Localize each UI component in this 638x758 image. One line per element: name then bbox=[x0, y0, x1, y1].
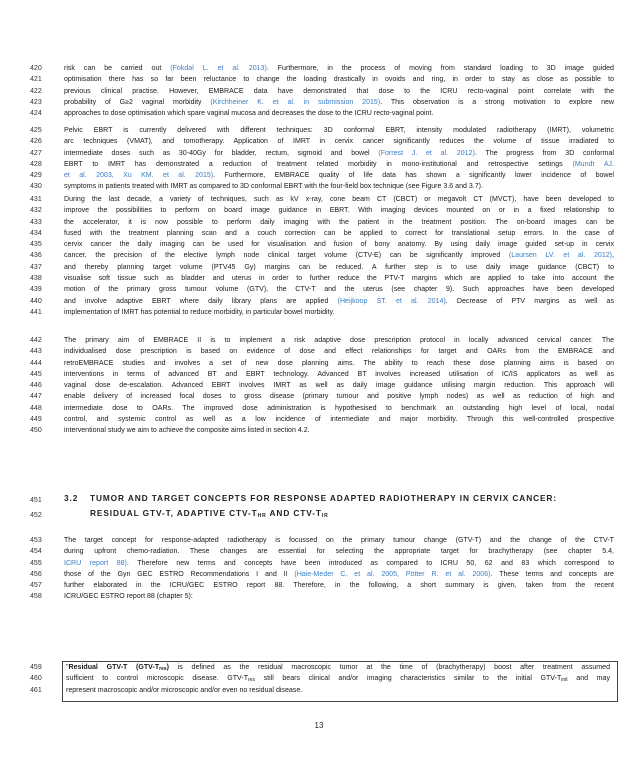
line-text bbox=[64, 335, 614, 346]
text-line bbox=[30, 108, 614, 119]
line-number: 428 bbox=[30, 160, 42, 168]
text-line bbox=[30, 685, 614, 696]
text-line bbox=[30, 136, 614, 147]
text-line bbox=[30, 580, 614, 591]
text-segment: During the last decade, a variety of techniques, such as kV x-ray, cone beam CT (CBCT) or megavolt CT (MVCT), have been developed to bbox=[64, 196, 614, 203]
line-text bbox=[66, 662, 610, 673]
text-line bbox=[30, 358, 614, 369]
line-text bbox=[64, 425, 614, 436]
citation-link[interactable]: ICRU report 88) bbox=[64, 559, 127, 567]
text-segment: and involve adaptive EBRT where daily library plans are applied bbox=[64, 297, 338, 305]
citation-link[interactable]: (Laursen LV. et al. 2012) bbox=[508, 252, 613, 260]
line-text bbox=[64, 535, 614, 546]
line-number: 433 bbox=[30, 218, 42, 226]
text-segment: . This observation is a strong motivation to explore new bbox=[380, 98, 614, 106]
line-number: 426 bbox=[30, 138, 42, 146]
citation-link[interactable]: (Mundt AJ. bbox=[572, 160, 614, 168]
text-segment: individualised dose prescription is based on evidence of dose and effect relationships for target and OARs from the EMBRACE and bbox=[64, 348, 614, 356]
line-number: 424 bbox=[30, 110, 42, 118]
text-line bbox=[30, 673, 614, 684]
line-number: 441 bbox=[30, 308, 42, 316]
text-segment: enable delivery of increased focal doses to gross disease (primary tumour and positive lymph nodes) as well as reduction of high and bbox=[64, 393, 614, 401]
text-line bbox=[30, 181, 614, 192]
line-number: 456 bbox=[30, 570, 42, 578]
text-segment: risk can be carried out bbox=[64, 65, 171, 72]
page-number: 13 bbox=[314, 721, 324, 730]
definition-text bbox=[30, 662, 614, 696]
text-segment: symptoms in patients treated with IMRT as compared to 3D conformal EBRT with the four-field box technique (see Figure 3.6 and 3.7). bbox=[64, 183, 483, 191]
line-text bbox=[64, 284, 614, 295]
text-line bbox=[30, 380, 614, 391]
text-line bbox=[30, 591, 614, 602]
line-text bbox=[64, 181, 614, 192]
text-line bbox=[30, 159, 614, 170]
text-segment: fused with the treatment planning scan and a couch correction can be applied to correct for translational setup errors. In the case of bbox=[64, 229, 614, 237]
text-line bbox=[30, 205, 614, 216]
line-text bbox=[64, 369, 614, 380]
line-text bbox=[64, 86, 614, 97]
text-line bbox=[30, 284, 614, 295]
line-number: 421 bbox=[30, 76, 42, 84]
text-segment: sufficient to control microscopic disease. GTV-T bbox=[66, 675, 249, 683]
heading-sub-hr: HR bbox=[257, 513, 267, 519]
text-segment: represent macroscopic and/or microscopic and/or even no residual disease. bbox=[66, 686, 303, 694]
text-segment: probability of G≥2 vaginal morbidity bbox=[64, 98, 211, 106]
text-segment: intermediate doses such as 30-40Gy for bladder, rectum, sigmoid and bowel bbox=[64, 149, 379, 157]
text-segment: approaches to dose optimisation which spare vaginal mucosa and decreases the dose to the ICRU recto-vaginal point. bbox=[64, 110, 434, 118]
text-segment: implementation of IMRT has potential to reduce morbidity, in particular bowel morbidity. bbox=[64, 308, 335, 316]
line-text bbox=[64, 159, 614, 170]
line-number: 461 bbox=[30, 686, 42, 694]
line-number: 429 bbox=[30, 172, 42, 180]
text-segment: cervix cancer the daily imaging can be used for visualisation and fusion of bony anatomy. By using daily image guided set-up in cervix bbox=[64, 241, 614, 249]
line-number: 452 bbox=[30, 512, 42, 519]
text-line bbox=[30, 97, 614, 108]
line-number: 423 bbox=[30, 98, 42, 106]
text-line bbox=[30, 273, 614, 284]
text-segment: The primary aim of EMBRACE II is to implement a risk adaptive dose prescription protocol in locally advanced cervical cancer. The bbox=[64, 337, 614, 344]
line-text bbox=[64, 558, 614, 569]
paragraph-bt-loading bbox=[30, 63, 614, 119]
line-text bbox=[64, 591, 614, 602]
text-segment: and thereby planning target volume (PTV45 Gy) margins can be reduced. A further step is to use daily image guidance (CBCT) to bbox=[64, 263, 614, 271]
line-text bbox=[64, 250, 614, 261]
line-text bbox=[64, 217, 614, 228]
paragraph-primary-aim bbox=[30, 335, 614, 437]
line-text bbox=[64, 108, 614, 119]
text-line bbox=[30, 403, 614, 414]
text-segment: optimisation there has so far been reluctance to change the loading drastically in ovoids and ring, in order to stay as close as possible to bbox=[64, 76, 614, 84]
line-number: 445 bbox=[30, 370, 42, 378]
line-number: 442 bbox=[30, 337, 42, 344]
line-text bbox=[64, 273, 614, 284]
line-text bbox=[64, 239, 614, 250]
line-text bbox=[66, 685, 610, 696]
text-segment: , bbox=[612, 252, 614, 260]
citation-link[interactable]: et al. 2003, Xu KM. et al. 2015) bbox=[64, 172, 214, 180]
line-number: 459 bbox=[30, 664, 42, 671]
line-number: 451 bbox=[30, 497, 42, 504]
text-segment: improve the possibilities to perform on board image guidance in EBRT. With imaging devices mounted on or in a fixed relationship to bbox=[64, 207, 614, 215]
line-number: 444 bbox=[30, 359, 42, 367]
line-text bbox=[64, 380, 614, 391]
line-text bbox=[64, 205, 614, 216]
text-segment: previous clinical practise. However, EMBRACE data have demonstrated that dose to the ICRU recto-vaginal point correlate with the bbox=[64, 87, 614, 95]
line-text bbox=[64, 346, 614, 357]
text-line bbox=[30, 558, 614, 569]
heading-line-1: TUMOR AND TARGET CONCEPTS FOR RESPONSE ADAPTED RADIOTHERAPY IN CERVIX CANCER: bbox=[90, 493, 557, 503]
text-line bbox=[30, 569, 614, 580]
line-number: 420 bbox=[30, 65, 42, 72]
line-text bbox=[64, 262, 614, 273]
text-segment: arc techniques (VMAT), and tomotherapy. Application of IMRT in cervix cancer significantly reduces the volume of tissue irradiated to bbox=[64, 138, 614, 146]
line-number: 449 bbox=[30, 416, 42, 424]
line-text bbox=[64, 148, 614, 159]
line-number: 427 bbox=[30, 149, 42, 157]
section-heading bbox=[30, 491, 614, 521]
text-segment: cancer, the precision of the elective lymph node clinical target volume (CTV-E) can be significantly improved bbox=[64, 252, 509, 260]
citation-link[interactable]: (Kirchheiner K. et al. in submission 2015) bbox=[210, 98, 381, 106]
text-segment: . Furthermore, in the process of moving from standard loading to 3D image guided bbox=[266, 65, 614, 72]
text-segment: " bbox=[66, 664, 69, 671]
text-segment: . Therefore new terms and concepts have been introduced as compared to ICRU 50, 62 and 83 which correspond to bbox=[126, 559, 615, 567]
line-number: 457 bbox=[30, 582, 42, 590]
line-text bbox=[64, 74, 614, 85]
text-segment: EBRT to IMRT has demonstrated a reduction of treatment related morbidity in mono-institutional and retrospective settings bbox=[64, 160, 573, 168]
line-text bbox=[64, 97, 614, 108]
line-number: 432 bbox=[30, 207, 42, 215]
line-text bbox=[64, 414, 614, 425]
line-text bbox=[64, 546, 614, 557]
text-segment: Pelvic EBRT is currently delivered with different techniques: 3D conformal EBRT, intensity modulated radiotherapy (IMRT), volumetric bbox=[64, 127, 614, 134]
text-segment: Residual GTV-T (GTV-T bbox=[68, 664, 160, 671]
line-number: 438 bbox=[30, 275, 42, 283]
text-segment: during upfront chemo-radiation. These changes are essential for selecting the appropriate target for brachytherapy (see chapter 5.4, bbox=[64, 548, 614, 556]
text-segment: further elaborated in the ICRU/GEC ESTRO report 88. Therefore, in the following, a short summary is given, taken from the recent bbox=[64, 582, 614, 590]
citation-link[interactable]: (Fokdal L. et al. 2013) bbox=[170, 65, 267, 72]
text-segment: the accelerator, it is now possible to perform daily imaging with the patient in the treatment position. The on-board images can be bbox=[64, 218, 614, 226]
citation-link[interactable]: (Forrest J. et al. 2012) bbox=[378, 149, 475, 157]
line-number: 431 bbox=[30, 196, 42, 203]
text-segment: and may bbox=[567, 675, 610, 683]
line-text bbox=[64, 170, 614, 181]
line-number: 453 bbox=[30, 537, 42, 544]
line-text bbox=[64, 125, 614, 136]
line-text bbox=[64, 569, 614, 580]
line-number: 458 bbox=[30, 593, 42, 601]
text-line bbox=[30, 369, 614, 380]
text-line bbox=[30, 148, 614, 159]
line-text bbox=[64, 194, 614, 205]
line-text bbox=[64, 391, 614, 402]
text-segment: The target concept for response-adapted radiotherapy is focussed on the primary tumour change (GTV-T) and the change of the CTV-T bbox=[64, 537, 614, 544]
citation-link[interactable]: (Haie-Meder C. et al. 2005, Pötter R. et al. 2006) bbox=[294, 570, 491, 578]
text-segment: visualise soft tissue such as bladder and uterus in order to further reduce the PTV-T margins which are applied to take into account the bbox=[64, 275, 614, 283]
text-line bbox=[30, 250, 614, 261]
text-line bbox=[30, 194, 614, 205]
text-segment: . Decrease of PTV margins as well as bbox=[445, 297, 615, 305]
subscript: res bbox=[159, 666, 167, 672]
text-segment: vaginal dose de-escalation. Advanced EBRT involves IMRT as well as daily image guidance utilising margin reduction. This approach will bbox=[64, 382, 614, 390]
text-segment: interventions in terms of advanced BT and EBRT technology. Advanced BT involves increased utilisation of IC/IS applicators as well as bbox=[64, 370, 614, 378]
text-line bbox=[30, 307, 614, 318]
text-segment: ICRU/GEC ESTRO report 88 (chapter 5): bbox=[64, 593, 193, 601]
line-number: 425 bbox=[30, 127, 42, 134]
line-number: 454 bbox=[30, 548, 42, 556]
text-segment: still bears clinical and/or imaging characteristics similar to the initial GTV-T bbox=[254, 675, 562, 683]
line-number: 437 bbox=[30, 263, 42, 271]
line-text bbox=[64, 296, 614, 307]
text-segment: is defined as the residual macroscopic tumor at the time of (brachytherapy) boost after treatment assumed bbox=[169, 664, 610, 671]
text-line bbox=[30, 425, 614, 436]
text-line bbox=[30, 546, 614, 557]
heading-line-2b: AND CTV-T bbox=[266, 508, 322, 518]
text-line bbox=[30, 391, 614, 402]
line-number: 447 bbox=[30, 393, 42, 401]
heading-sub-ir: IR bbox=[321, 513, 329, 519]
line-number: 455 bbox=[30, 559, 42, 567]
line-number: 448 bbox=[30, 404, 42, 412]
line-text bbox=[64, 228, 614, 239]
subscript: res bbox=[248, 677, 255, 684]
text-line bbox=[30, 63, 614, 74]
subscript: init bbox=[561, 677, 568, 684]
text-line bbox=[30, 346, 614, 357]
text-line bbox=[30, 217, 614, 228]
text-line bbox=[30, 662, 614, 673]
line-number: 450 bbox=[30, 427, 42, 435]
line-number: 422 bbox=[30, 87, 42, 95]
text-segment: motion of the primary gross tumour volume (GTV), the CTV-T and the uterus (see chapter 9). Such approaches have been developed bbox=[64, 286, 614, 294]
text-line bbox=[30, 228, 614, 239]
section-number: 3.2 bbox=[64, 493, 79, 503]
text-segment: intermediate dose to OARs. The improved dose administration is hypothesised to benchmark an outstanding high level of local, nodal bbox=[64, 404, 614, 412]
text-line bbox=[30, 296, 614, 307]
line-text bbox=[64, 136, 614, 147]
text-line bbox=[30, 74, 614, 85]
text-segment: . The progress from 3D conformal bbox=[474, 149, 614, 157]
line-number: 443 bbox=[30, 348, 42, 356]
line-text bbox=[66, 673, 610, 684]
text-segment: interventional study we aim to achieve the composite aims listed in section 4.2. bbox=[64, 427, 310, 435]
heading-line-2a: RESIDUAL GTV-T, ADAPTIVE CTV-T bbox=[90, 508, 258, 518]
citation-link[interactable]: (Heijkoop ST. et al. 2014) bbox=[337, 297, 446, 305]
line-number: 436 bbox=[30, 252, 42, 260]
text-line bbox=[30, 125, 614, 136]
line-text bbox=[64, 403, 614, 414]
line-text bbox=[64, 307, 614, 318]
paragraph-image-guidance bbox=[30, 194, 614, 318]
paragraph-target-concept bbox=[30, 535, 614, 603]
text-segment: ) bbox=[166, 664, 170, 671]
text-line bbox=[30, 170, 614, 181]
line-number: 435 bbox=[30, 241, 42, 249]
text-segment: . These terms and concepts are bbox=[490, 570, 614, 578]
paragraph-pelvic-ebrt bbox=[30, 125, 614, 193]
line-text bbox=[64, 358, 614, 369]
text-line bbox=[30, 335, 614, 346]
text-line bbox=[30, 262, 614, 273]
text-segment: control, and systemic control as well as a low incidence of intermediate and major morbidity. Through this well-controlled prospective bbox=[64, 416, 614, 424]
text-line bbox=[30, 239, 614, 250]
line-number: 446 bbox=[30, 382, 42, 390]
text-segment: . Furthermore, EMBRACE quality of life data has shown a significantly lower incidence of bowel bbox=[213, 172, 614, 180]
text-segment: retroEMBRACE studies and involves a set of new dose planning aims. The ability to reach these dose planning aims is based on bbox=[64, 359, 614, 367]
line-text bbox=[64, 63, 614, 74]
line-number: 439 bbox=[30, 286, 42, 294]
line-number: 440 bbox=[30, 297, 42, 305]
line-number: 430 bbox=[30, 183, 42, 191]
line-number: 434 bbox=[30, 229, 42, 237]
text-line bbox=[30, 86, 614, 97]
text-segment: those of the Gyn GEC ESTRO Recommendations I and II bbox=[64, 570, 295, 578]
line-number: 460 bbox=[30, 675, 42, 683]
text-line bbox=[30, 414, 614, 425]
line-text bbox=[64, 580, 614, 591]
text-line bbox=[30, 535, 614, 546]
